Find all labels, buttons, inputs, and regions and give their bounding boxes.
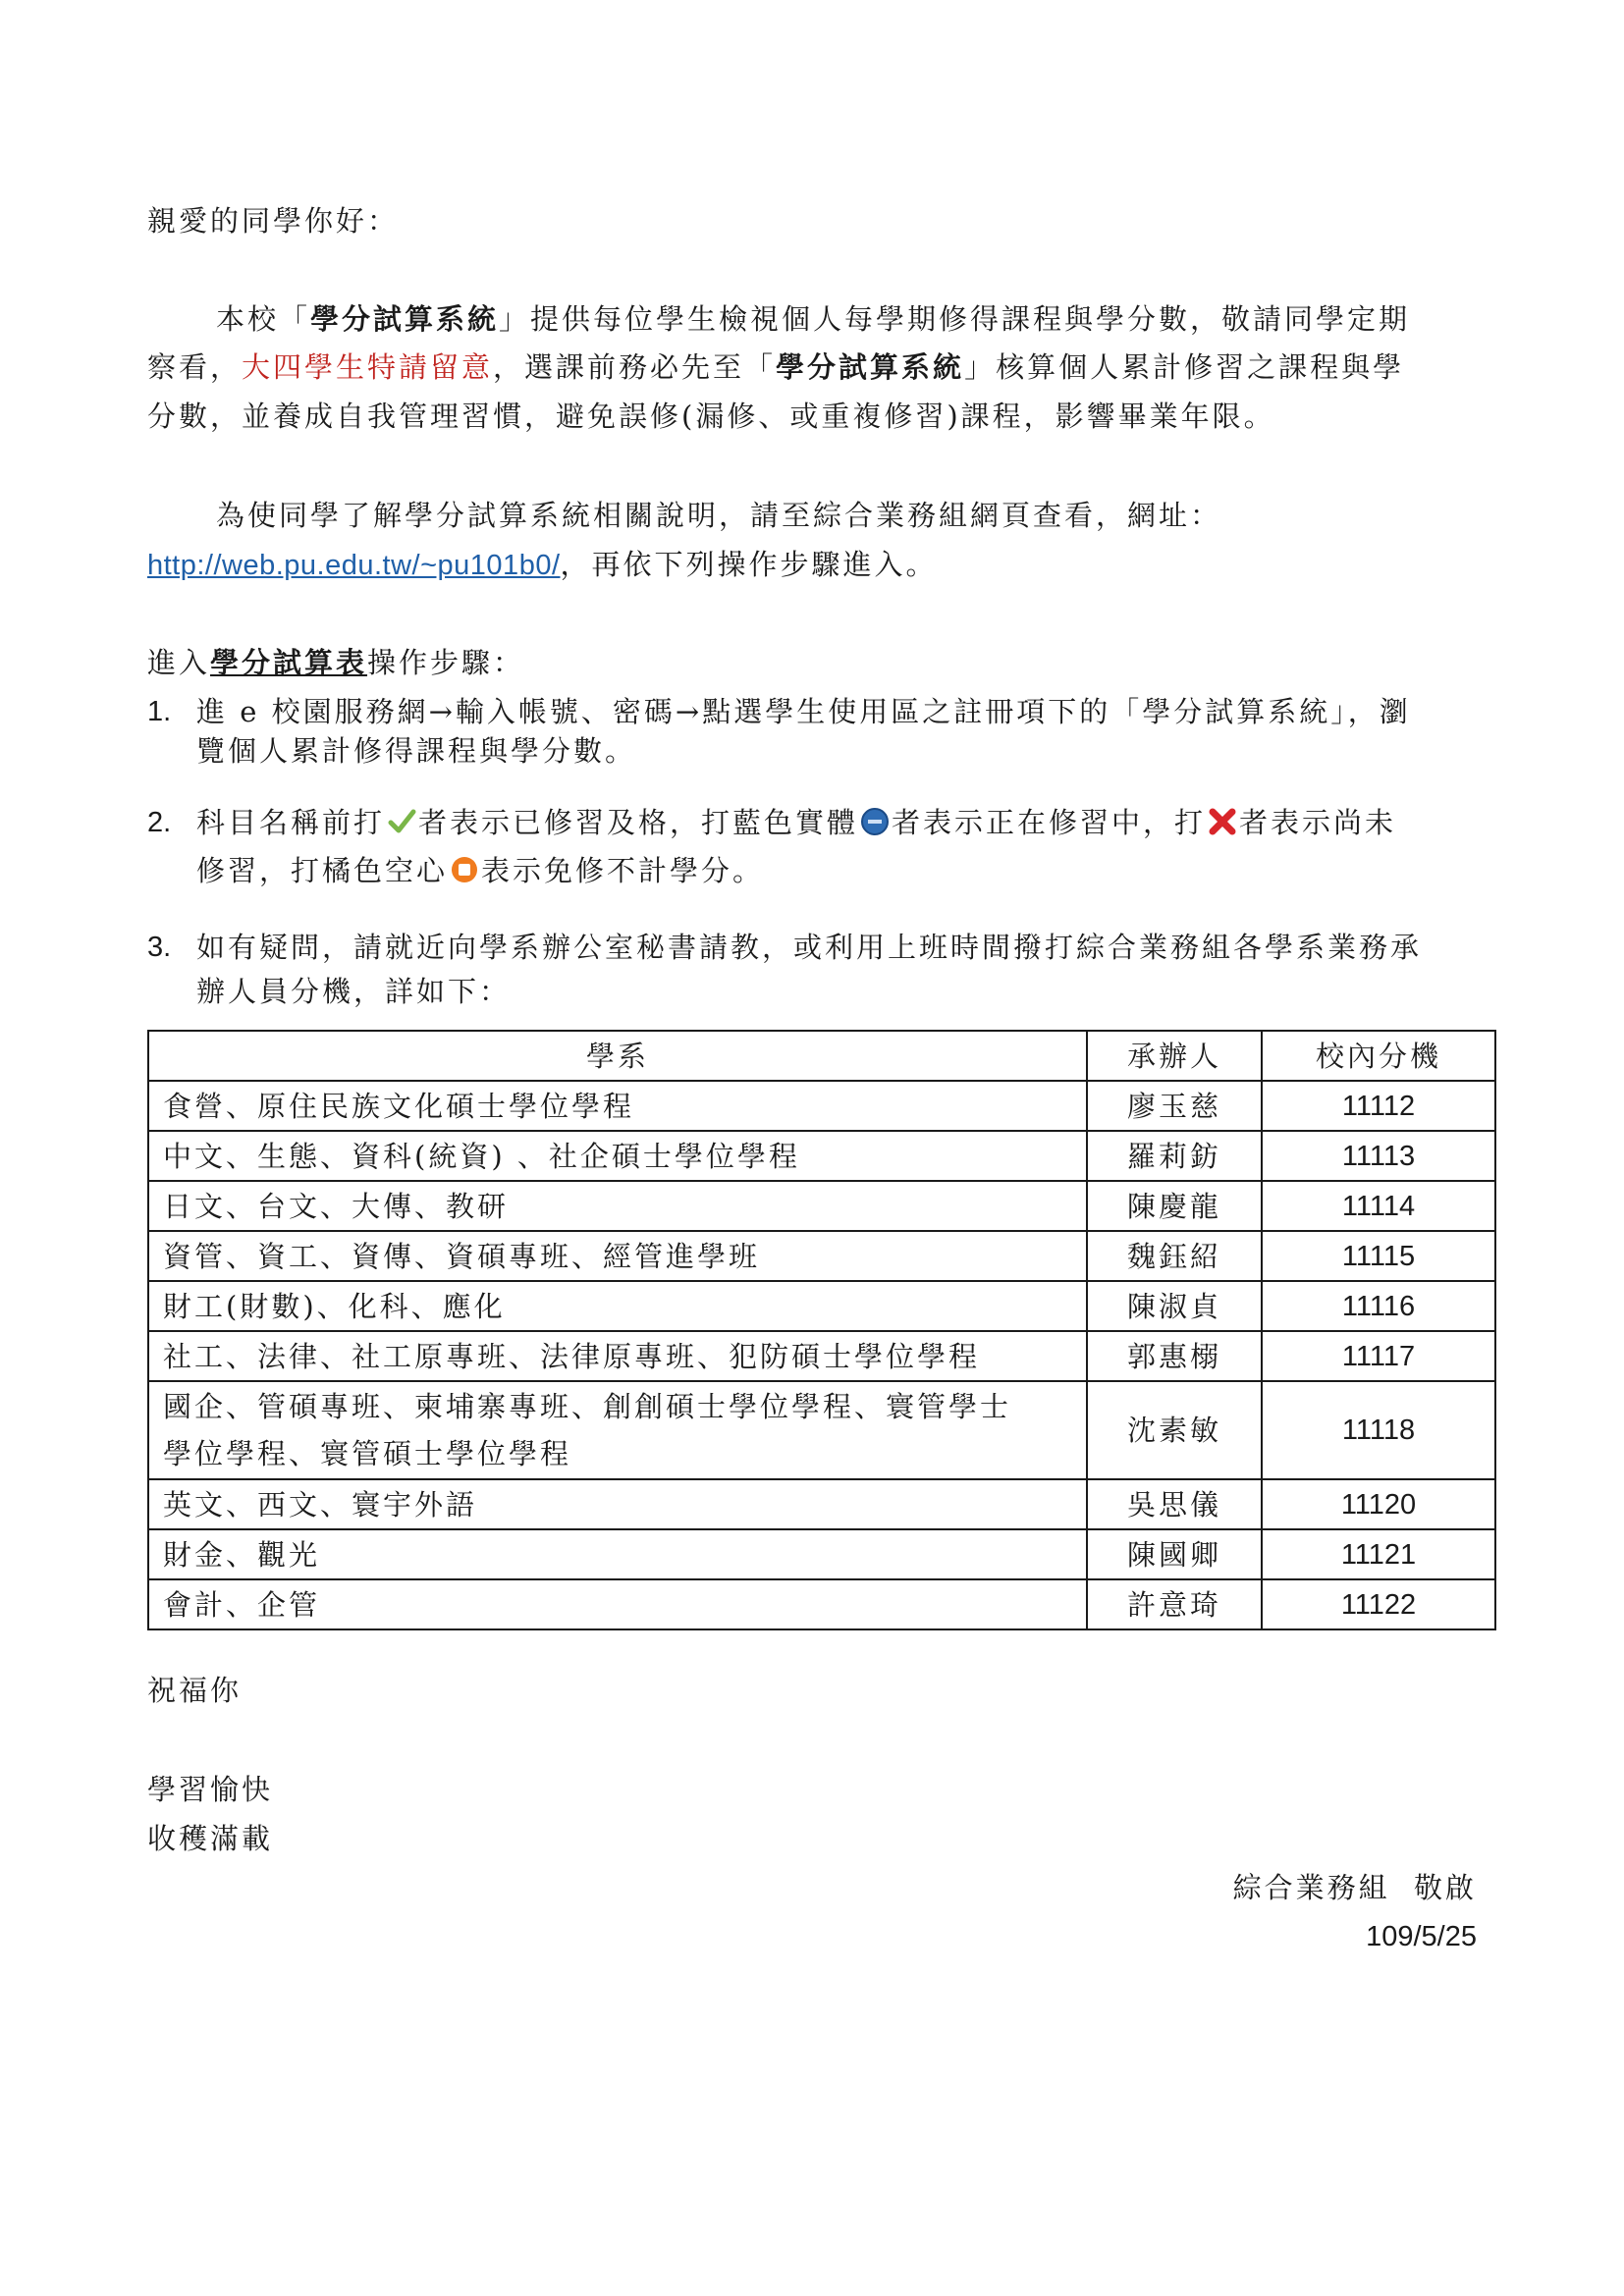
department-cell: 資管、資工、資傳、資碩專班、經管進學班 (148, 1231, 1087, 1281)
steps-title-pre: 進入 (147, 646, 211, 679)
step-1-line1: 進 e 校園服務網→輸入帳號、密碼→點選學生使用區之註冊項下的「學分試算系統」，瀏 (196, 695, 1411, 728)
extension-cell: 11122 (1262, 1579, 1495, 1629)
person-cell: 陳慶龍 (1087, 1181, 1262, 1231)
step-3-line1: 如有疑問，請就近向學系辦公室秘書請教，或利用上班時間撥打綜合業務組各學系業務承 (196, 931, 1423, 964)
extension-cell: 11117 (1262, 1331, 1495, 1381)
para2-text: ，再依下列操作步驟進入。 (560, 548, 938, 581)
person-cell: 廖玉慈 (1087, 1081, 1262, 1131)
table-row (148, 1479, 1495, 1529)
table-row (148, 1331, 1495, 1381)
senior-notice-highlight: 大四學生特請留意 (242, 350, 494, 384)
para1-text: 」核算個人累計修習之課程與學 (964, 350, 1405, 384)
department-cell: 財工(財數)、化科、應化 (148, 1281, 1087, 1331)
person-cell: 陳國卿 (1087, 1529, 1262, 1579)
person-cell: 許意琦 (1087, 1579, 1262, 1629)
para1-line3: 分數，並養成自我管理習慣，避免誤修(漏修、或重複修習)課程，影響畢業年限。 (147, 400, 1275, 433)
steps-title-bold: 學分試算表 (210, 646, 368, 679)
system-name-bold: 學分試算系統 (776, 350, 965, 384)
step-2-text: 者表示尚未 (1239, 806, 1397, 839)
date: 109/5/25 (1366, 1921, 1477, 1952)
blue-filled-circle-icon (860, 807, 890, 836)
steps-title-post: 操作步驟： (367, 646, 525, 679)
department-cell: 日文、台文、大傳、教研 (148, 1181, 1087, 1231)
department-cell: 財金、觀光 (148, 1529, 1087, 1579)
person-cell: 郭惠榒 (1087, 1331, 1262, 1381)
department-cell: 食營、原住民族文化碩士學位學程 (148, 1081, 1087, 1131)
unit-website-link[interactable]: http://web.pu.edu.tw/~pu101b0/ (147, 550, 561, 581)
step-3-number: 3. (147, 932, 172, 963)
extension-cell: 11112 (1262, 1081, 1495, 1131)
step-1-number: 1. (147, 696, 172, 727)
step-2-line1 (196, 803, 1396, 842)
table-row (148, 1181, 1495, 1231)
check-icon (387, 807, 416, 836)
person-cell: 魏鈺紹 (1087, 1231, 1262, 1281)
table-row (148, 1131, 1495, 1181)
person-cell: 羅莉鈁 (1087, 1131, 1262, 1181)
para1-text: ，選課前務必先至「 (493, 350, 777, 384)
table-header-row (148, 1031, 1495, 1081)
person-cell: 吳思儀 (1087, 1479, 1262, 1529)
table-row (148, 1231, 1495, 1281)
step-3-line2: 辦人員分機，詳如下： (196, 975, 512, 1008)
table-row (148, 1579, 1495, 1629)
department-cell: 社工、法律、社工原專班、法律原專班、犯防碩士學位學程 (148, 1331, 1087, 1381)
extension-cell: 11118 (1262, 1381, 1495, 1479)
department-cell: 會計、企管 (148, 1579, 1087, 1629)
signature: 綜合業務組 敬啟 (1232, 1871, 1477, 1904)
system-name-bold: 學分試算系統 (310, 302, 500, 336)
extension-cell: 11116 (1262, 1281, 1495, 1331)
department-line: 國企、管碩專班、柬埔寨專班、創創碩士學位學程、寰管學士 (163, 1390, 1012, 1423)
step-2-text: 科目名稱前打 (196, 806, 386, 839)
step-2-line2 (196, 851, 764, 890)
orange-hollow-square-icon (450, 855, 479, 884)
person-cell: 陳淑貞 (1087, 1281, 1262, 1331)
extension-cell: 11121 (1262, 1529, 1495, 1579)
department-cell (148, 1381, 1087, 1479)
person-cell: 沈素敏 (1087, 1381, 1262, 1479)
para1-line1 (216, 299, 1410, 339)
greeting: 親愛的同學你好： (147, 204, 400, 238)
step-2-text: 修習，打橘色空心 (196, 854, 449, 887)
extension-cell: 11114 (1262, 1181, 1495, 1231)
para2-line1: 為使同學了解學分試算系統相關說明，請至綜合業務組網頁查看，網址： (216, 499, 1222, 532)
extension-cell: 11120 (1262, 1479, 1495, 1529)
department-line: 學位學程、寰管碩士學位學程 (163, 1437, 572, 1470)
step-2-text: 者表示已修習及格，打藍色實體 (418, 806, 859, 839)
table-row (148, 1281, 1495, 1331)
para1-text: 本校「 (216, 302, 311, 336)
step-2-text: 者表示正在修習中，打 (892, 806, 1207, 839)
step-1-line2: 覽個人累計修得課程與學分數。 (196, 734, 637, 768)
table-row (148, 1081, 1495, 1131)
step-2-number: 2. (147, 807, 172, 838)
table-row (148, 1381, 1495, 1479)
steps-title (147, 643, 524, 682)
para1-text: 」提供每位學生檢視個人每學期修得課程與學分數，敬請同學定期 (499, 302, 1411, 336)
para2-line2 (147, 545, 938, 585)
step-2-text: 表示免修不計學分。 (481, 854, 765, 887)
header-department: 學系 (148, 1031, 1087, 1081)
table-row (148, 1529, 1495, 1579)
red-x-icon (1208, 807, 1237, 836)
contact-table (147, 1030, 1496, 1630)
para1-text: 察看， (147, 350, 243, 384)
closing-blessing: 祝福你 (147, 1674, 243, 1707)
header-person: 承辦人 (1087, 1031, 1262, 1081)
extension-cell: 11113 (1262, 1131, 1495, 1181)
header-extension: 校內分機 (1262, 1031, 1495, 1081)
department-cell: 英文、西文、寰宇外語 (148, 1479, 1087, 1529)
extension-cell: 11115 (1262, 1231, 1495, 1281)
closing-line-3: 收穫滿載 (147, 1822, 274, 1855)
closing-line-2: 學習愉快 (147, 1773, 274, 1806)
para1-line2 (147, 347, 1404, 387)
department-cell: 中文、生態、資科(統資) 、社企碩士學位學程 (148, 1131, 1087, 1181)
